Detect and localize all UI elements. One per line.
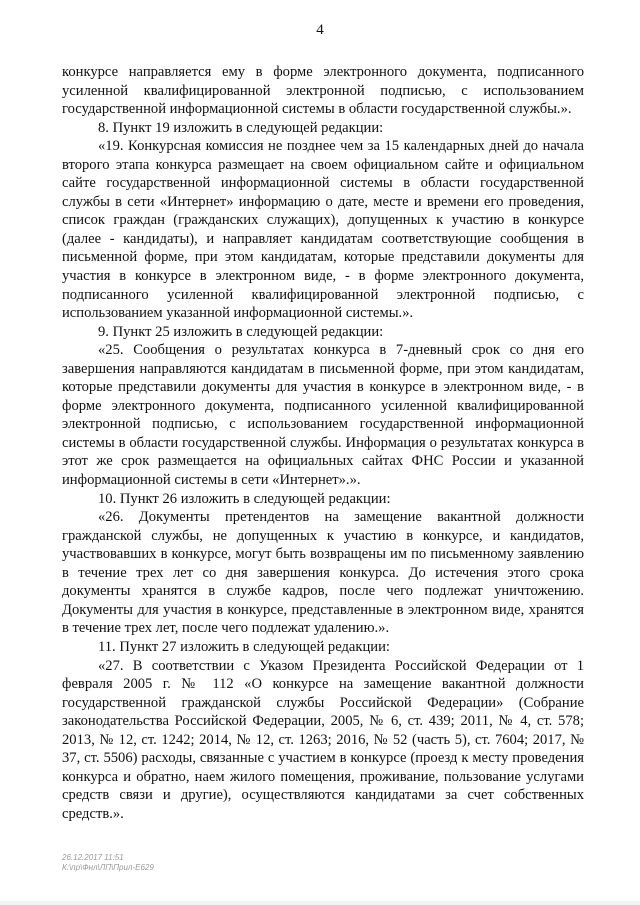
footer-file-path: К:\пр\Фнл\ЛП\Прил-Е629 (62, 863, 154, 872)
paragraph: «27. В соответствии с Указом Президента Российской Федерации от 1 февраля 2005 г. № 112 «О конкурсе на замещение вакантной должности государственной гражданской службы Российской Федерации» (Собрание законодательства Российской Федерации, 2005, № 6, ст. 439; 2011, № 4, ст. 578; 2013, № 12, ст. 1242; 2014, № 12, ст. 1263; 2016, № 52 (часть 5), ст. 7604; 2017, № 37, ст. 5506) расходы, связанные с участием в конкурсе (проезд к месту проведения конкурса и обратно, наем жилого помещения, проживание, пользование услугами средств связи и другие), осуществляются кандидатами за счет собственных средств.». (62, 657, 584, 822)
paragraph-item-heading: 9. Пункт 25 изложить в следующей редакции: (98, 323, 384, 340)
paragraph: «19. Конкурсная комиссия не позднее чем за 15 календарных дней до начала второго этапа конкурса размещает на своем официальном сайте и официальном сайте государственной информационной системы в области государственной службы в сети «Интернет» информацию о дате, месте и времени его проведения, список граждан (гражданских служащих), допущенных к участию в конкурсе (далее - кандидаты), и направляет кандидатам соответствующие сообщения в письменной форме, при этом кандидатам, которые представили документы для участия в конкурсе в электронном виде, - в форме электронного документа, подписанного усиленной квалифицированной электронной подписью, с использованием указанной информационной системы.». (62, 138, 584, 322)
paragraph: «25. Сообщения о результатах конкурса в 7-дневный срок со дня его завершения направляются кандидатам в письменной форме, при этом кандидатам, которые представили документы для участия в конкурсе в электронном виде, - в форме электронного документа, подписанного усиленной квалифицированной электронной подписью, с использованием государственной информационной системы в области государственной службы. Информация о результатах конкурса в этот же срок размещается на официальных сайтах ФНС России и указанной информационной системы в сети «Интернет».». (62, 342, 584, 489)
footer-timestamp: 26.12.2017 11:51 (62, 853, 124, 862)
paragraph: конкурсе направляется ему в форме электронного документа, подписанного усиленной квалифицированной электронной подписью, с использованием государственной информационной системы в области государственной службы.». (62, 64, 584, 118)
document-body (62, 63, 584, 823)
page-number: 4 (316, 22, 324, 38)
paragraph-item-heading: 11. Пункт 27 изложить в следующей редакции: (98, 638, 390, 655)
paragraph: «26. Документы претендентов на замещение вакантной должности гражданской службы, не допущенных к участию в конкурсе, и кандидатов, участвовавших в конкурсе, могут быть возвращены им по письменному заявлению в течение трех лет со дня завершения конкурса. До истечения этого срока документы хранятся в службе кадров, после чего подлежат уничтожению. Документы для участия в конкурсе, представленные в электронном виде, хранятся в течение трех лет, после чего подлежат удалению.». (62, 509, 584, 637)
scan-edge (0, 901, 640, 905)
document-footer (62, 853, 154, 873)
paragraph-item-heading: 10. Пункт 26 изложить в следующей редакции: (98, 490, 391, 507)
paragraph-item-heading: 8. Пункт 19 изложить в следующей редакции: (98, 119, 384, 136)
